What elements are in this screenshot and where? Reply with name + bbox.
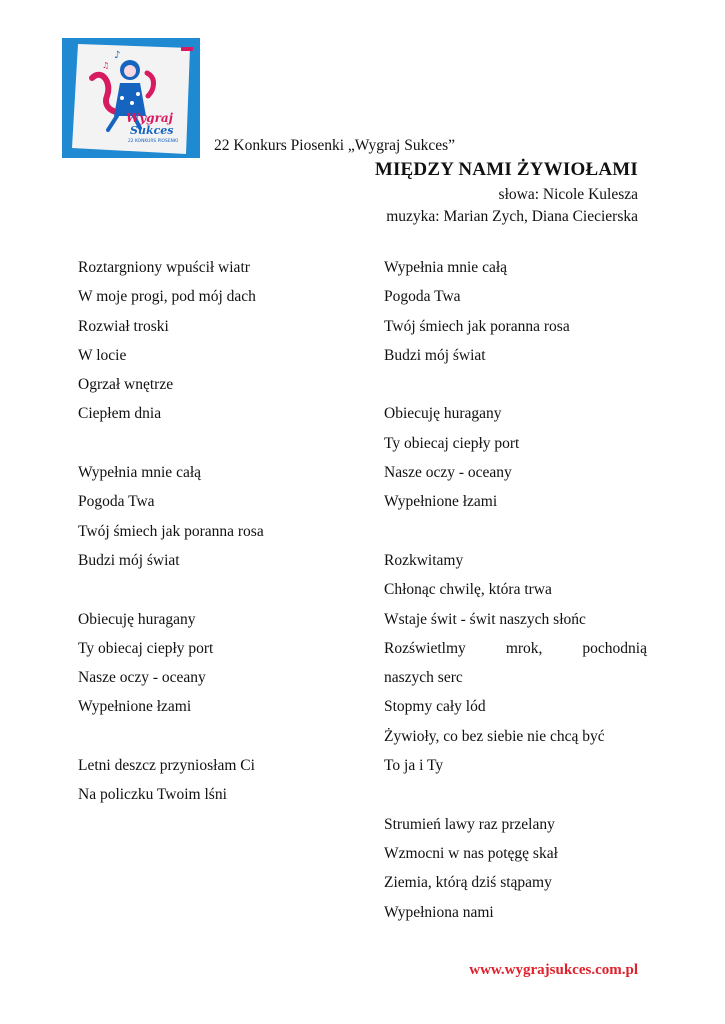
lyric-line: Wypełnia mnie całą [78, 464, 202, 482]
lyric-line: Obiecuję huragany [384, 405, 502, 423]
stanza-break [78, 575, 338, 604]
music-credit: muzyka: Marian Zych, Diana Ciecierska [386, 208, 638, 225]
logo-figure-face [124, 65, 136, 77]
lyric-line: To ja i Ty [384, 757, 444, 775]
lyric-line: Roztargniony wpuścił wiatr [78, 259, 250, 276]
lyric-line: Żywioły, co bez siebie nie chcą być [384, 727, 605, 745]
website-link[interactable]: www.wygrajsukces.com.pl [469, 962, 638, 978]
logo-text-edition: 22 KONKURS PIOSENKI [128, 139, 178, 144]
lyric-line: Nasze oczy - oceany [78, 669, 206, 687]
lyric-line: Strumień lawy raz przelany [384, 815, 555, 833]
lyric-line: Nasze oczy - oceany [384, 464, 512, 482]
lyric-line: Wypełniona nami [384, 903, 494, 921]
lyric-line: W moje progi, pod mój dach [78, 288, 256, 306]
logo-text-sukces: Sukces [130, 124, 174, 137]
stanza-break [384, 780, 647, 809]
lyrics-left-column [78, 253, 338, 810]
lyric-line: Ty obiecaj ciepły port [384, 434, 520, 452]
stanza-break [384, 370, 647, 399]
lyric-line: Pogoda Twa [384, 288, 461, 306]
lyric-line: Stopmy cały lód [384, 698, 486, 716]
lyric-line: Ty obiecaj ciepły port [78, 639, 214, 657]
lyric-line: Ciepłem dnia [78, 405, 162, 423]
lyric-line: Letni deszcz przyniosłam Ci [78, 757, 255, 775]
contest-logo [62, 38, 200, 158]
lyric-line: Ogrzał wnętrze [78, 376, 174, 394]
stanza-break [78, 722, 338, 751]
lyric-line: Rozkwitamy [384, 551, 464, 569]
lyric-line: Pogoda Twa [78, 493, 155, 511]
logo-tab [181, 47, 193, 51]
lyric-line: Wypełnia mnie całą [384, 259, 508, 276]
lyric-line: Rozwiał troski [78, 317, 169, 335]
lyric-line: Na policzku Twoim lśni [78, 786, 227, 804]
logo-text-wygraj: Wygraj [126, 111, 174, 125]
logo-graphic [62, 38, 200, 158]
lyric-line: Wzmocni w nas potęgę skał [384, 844, 558, 862]
lyric-line: naszych serc [384, 669, 463, 687]
music-note-icon: ♫ [102, 61, 110, 70]
music-note-icon: ♪ [114, 50, 121, 61]
contest-name: 22 Konkurs Piosenki „Wygraj Sukces” [214, 137, 455, 154]
lyric-line: W locie [78, 346, 127, 364]
words-credit: słowa: Nicole Kulesza [498, 186, 638, 203]
lyric-line: Ziemia, którą dziś stąpamy [384, 874, 552, 892]
lyric-line: Wypełnione łzami [78, 698, 192, 716]
lyric-line: Twój śmiech jak poranna rosa [78, 522, 264, 540]
lyric-line: Wstaje świt - świt naszych słońc [384, 610, 586, 628]
lyric-line: Budzi mój świat [384, 346, 486, 364]
lyric-line: Wypełnione łzami [384, 493, 498, 511]
lyric-line: Obiecuję huragany [78, 610, 196, 628]
stanza-break [78, 429, 338, 458]
lyrics-right-column [384, 253, 647, 927]
lyric-line: Budzi mój świat [78, 551, 180, 569]
lyric-line: Twój śmiech jak poranna rosa [384, 317, 570, 335]
stanza-break [384, 517, 647, 546]
lyric-line: Chłonąc chwilę, która trwa [384, 581, 552, 599]
lyric-line: Rozświetlmy mrok, pochodnią [384, 639, 647, 657]
song-title: MIĘDZY NAMI ŻYWIOŁAMI [374, 159, 638, 180]
